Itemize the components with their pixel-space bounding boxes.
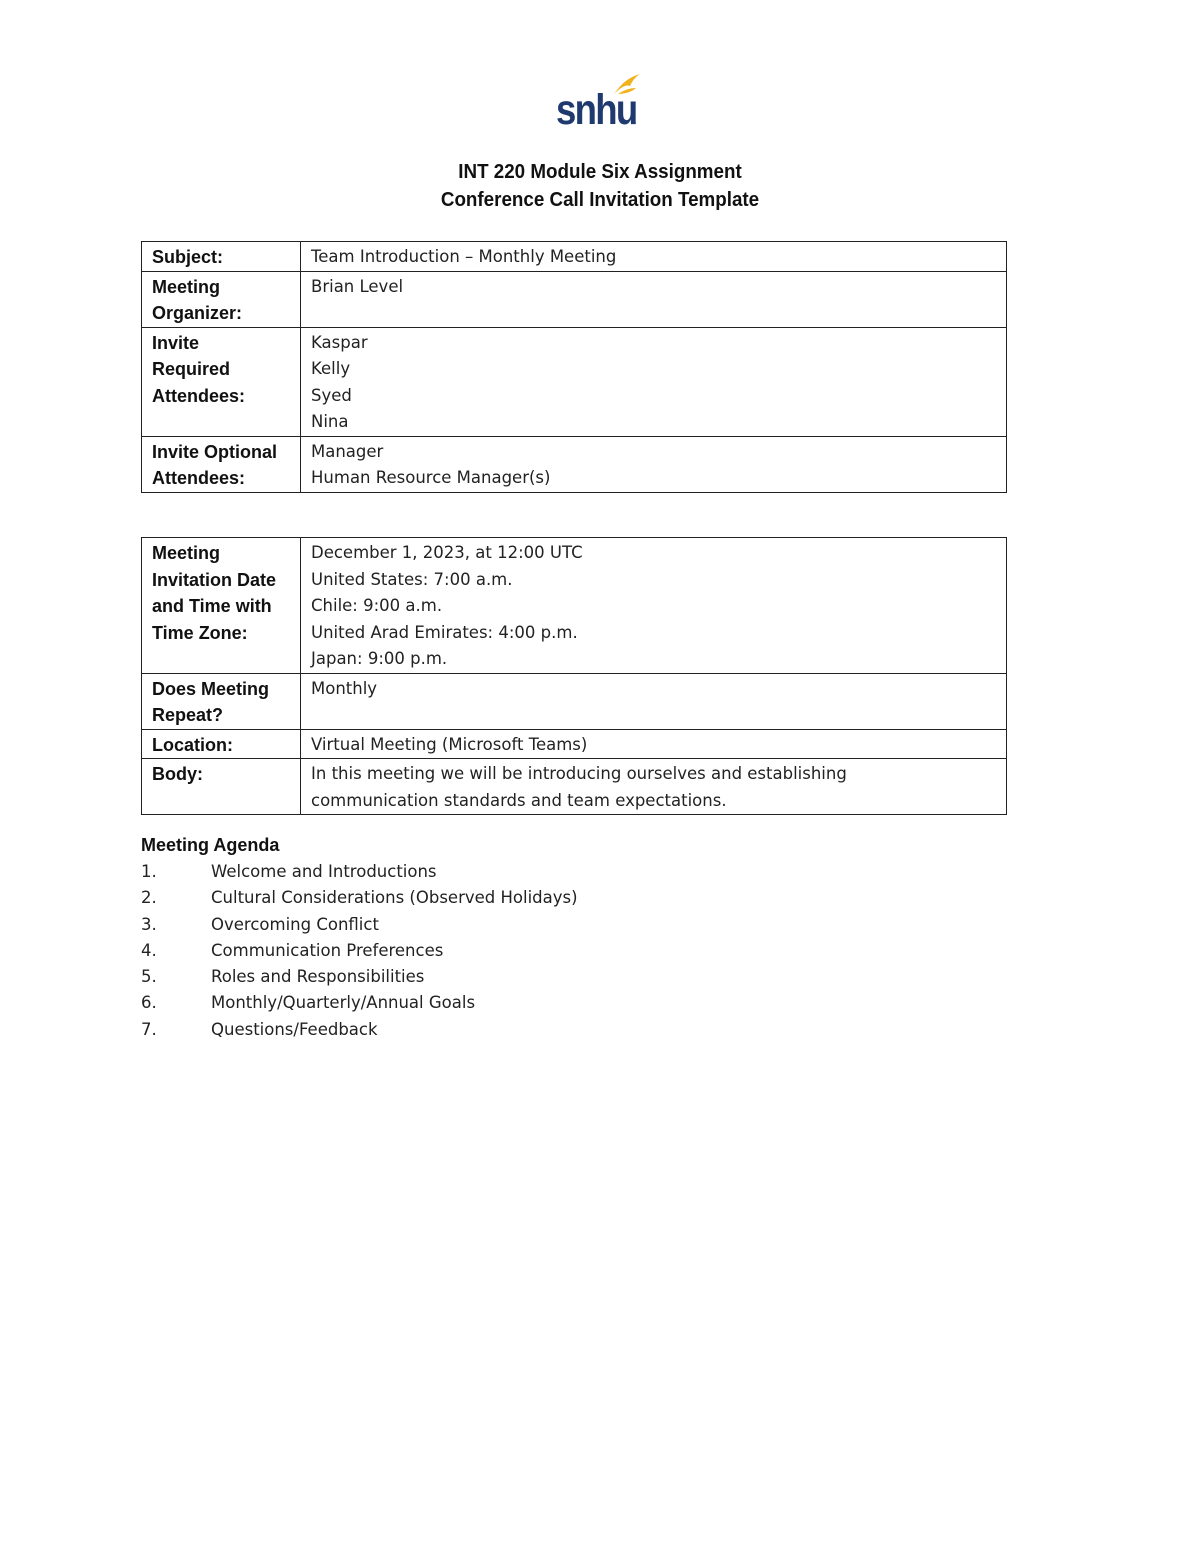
list-item — [141, 885, 578, 911]
text-line: Attendees: — [152, 468, 246, 488]
list-text: Communication Preferences — [211, 940, 444, 960]
text-line: Meeting — [152, 543, 221, 563]
location-value — [301, 729, 1007, 759]
datetime-label — [142, 538, 301, 674]
list-number: 2. — [141, 888, 157, 908]
required-attendees-value — [301, 327, 1007, 436]
list-item — [141, 859, 578, 885]
invite-table — [141, 241, 1007, 493]
attendee: Kaspar — [311, 332, 368, 352]
list-item — [141, 964, 578, 990]
text-line: Time Zone: — [152, 622, 248, 643]
organizer-value — [301, 271, 1007, 327]
list-number: 5. — [141, 967, 157, 987]
attendee: Human Resource Manager(s) — [311, 468, 551, 487]
text-line: December 1, 2023, at 12:00 UTC — [311, 543, 583, 562]
subject-label — [142, 242, 301, 272]
text-line: Chile: 9:00 a.m. — [311, 596, 443, 615]
optional-attendees-label — [142, 436, 301, 492]
text-line: United Arad Emirates: 4:00 p.m. — [311, 622, 578, 642]
list-text: Questions/Feedback — [211, 1019, 378, 1039]
text-line: Team Introduction – Monthly Meeting — [311, 247, 617, 266]
document-title — [0, 158, 1200, 214]
list-text: Overcoming Conflict — [211, 914, 379, 934]
text-line: Attendees: — [152, 385, 246, 406]
details-table — [141, 537, 1007, 815]
title-line-1: INT 220 Module Six Assignment — [458, 161, 742, 183]
list-item — [141, 990, 578, 1016]
text-line: Meeting — [152, 276, 221, 297]
list-number: 4. — [141, 940, 157, 960]
list-number: 3. — [141, 914, 157, 934]
text-line: Does Meeting — [152, 678, 270, 699]
organizer-label — [142, 271, 301, 327]
list-number: 7. — [141, 1019, 157, 1039]
text-line: Invite — [152, 332, 200, 353]
text-line: Brian Level — [311, 276, 404, 296]
text-line: United States: 7:00 a.m. — [311, 569, 513, 589]
text-line: Location: — [152, 734, 233, 755]
text-line: Repeat? — [152, 705, 224, 725]
text-line: Monthly — [311, 678, 378, 698]
optional-attendees-row — [142, 436, 1007, 492]
text-line: and Time with — [152, 596, 272, 616]
text-line: Invitation Date — [152, 569, 277, 590]
text-line: Required — [152, 359, 231, 379]
text-line: Invite Optional — [152, 441, 278, 462]
logo-text: snhu — [556, 86, 637, 134]
required-attendees-label — [142, 327, 301, 436]
text-line: Subject: — [152, 247, 224, 267]
list-item — [141, 912, 578, 938]
text-line: communication standards and team expectations. — [311, 790, 727, 810]
list-text: Roles and Responsibilities — [211, 967, 425, 987]
attendee: Kelly — [311, 359, 351, 378]
organizer-row — [142, 271, 1007, 327]
attendee: Manager — [311, 441, 384, 461]
location-label — [142, 729, 301, 759]
required-attendees-row — [142, 327, 1007, 436]
datetime-value — [301, 538, 1007, 674]
list-number: 6. — [141, 993, 157, 1013]
location-row — [142, 729, 1007, 759]
repeat-value — [301, 673, 1007, 729]
list-item — [141, 1017, 578, 1043]
list-item — [141, 938, 578, 964]
agenda-heading: Meeting Agenda — [141, 835, 280, 855]
subject-value — [301, 242, 1007, 272]
repeat-label — [142, 673, 301, 729]
agenda-list — [141, 859, 578, 1043]
datetime-row — [142, 538, 1007, 674]
list-text: Monthly/Quarterly/Annual Goals — [211, 993, 476, 1013]
body-row — [142, 759, 1007, 815]
text-line: Japan: 9:00 p.m. — [311, 649, 448, 668]
body-value — [301, 759, 1007, 815]
list-text: Cultural Considerations (Observed Holidays) — [211, 888, 578, 908]
text-line: Body: — [152, 764, 203, 784]
subject-row — [142, 242, 1007, 272]
attendee: Nina — [311, 412, 349, 431]
text-line: Virtual Meeting (Microsoft Teams) — [311, 734, 588, 754]
optional-attendees-value — [301, 436, 1007, 492]
snhu-logo — [554, 72, 644, 134]
attendee: Syed — [311, 385, 352, 405]
title-line-2: Conference Call Invitation Template — [440, 189, 760, 211]
list-text: Welcome and Introductions — [211, 862, 437, 881]
list-number: 1. — [141, 862, 157, 881]
body-label — [142, 759, 301, 815]
text-line: Organizer: — [152, 303, 243, 323]
repeat-row — [142, 673, 1007, 729]
text-line: In this meeting we will be introducing ourselves and establishing — [311, 764, 847, 783]
